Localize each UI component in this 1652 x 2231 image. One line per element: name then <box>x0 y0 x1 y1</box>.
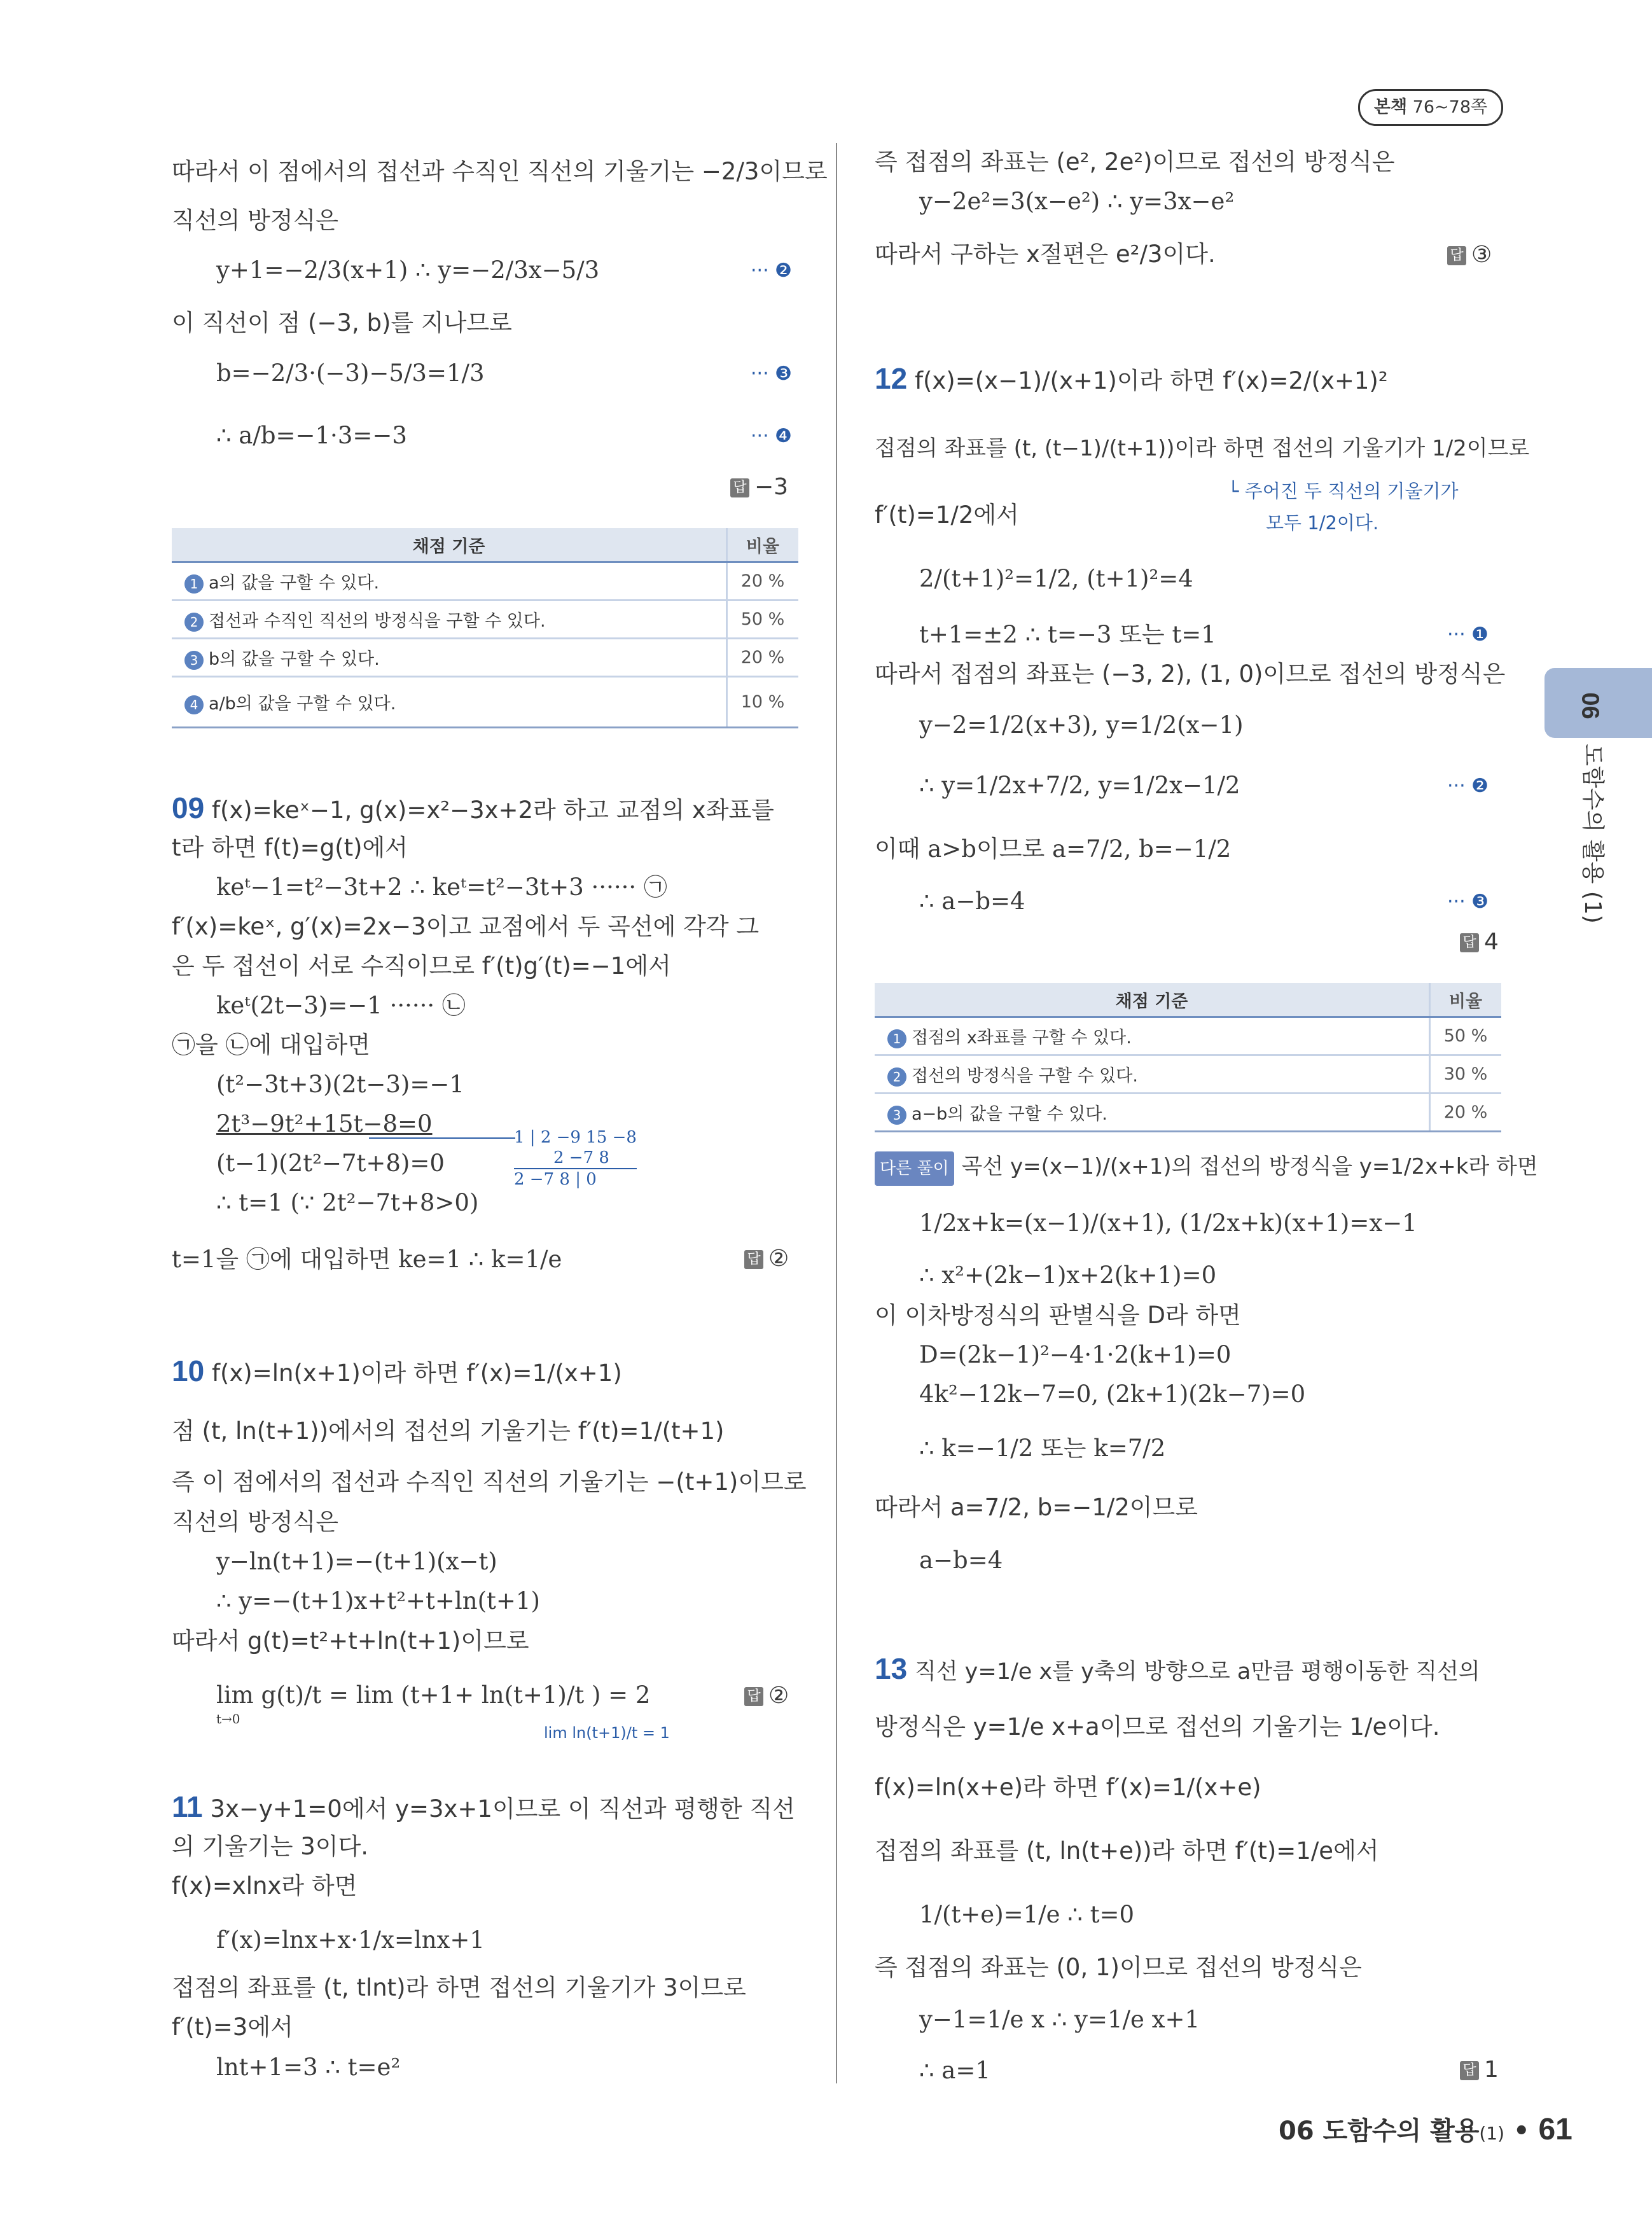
text-line: 즉 이 점에서의 접선과 수직인 직선의 기울기는 −(t+1)이므로 <box>172 1468 807 1496</box>
table-header: 비율 <box>1430 983 1502 1017</box>
equation-line: ∴ y=1/2x+7/2, y=1/2x−1/2 <box>919 772 1240 799</box>
table-row: 1 a의 값을 구할 수 있다. 20 % <box>172 562 798 601</box>
text-line: 점 (t, ln(t+1))에서의 접선의 기울기는 f′(t)=1/(t+1) <box>172 1417 725 1445</box>
equation-line: 1/(t+e)=1/e ∴ t=0 <box>919 1901 1135 1928</box>
equation-line: y−1=1/e x ∴ y=1/e x+1 <box>919 2006 1200 2033</box>
grading-table <box>875 983 1501 1132</box>
equation-line: ∴ a−b=4 <box>919 887 1025 915</box>
equation-line: ∴ y=−(t+1)x+t²+t+ln(t+1) <box>216 1587 540 1615</box>
table-header: 채점 기준 <box>172 528 727 562</box>
text-line: f′(x)=keˣ, g′(x)=2x−3이고 교점에서 두 곡선에 각각 그 <box>172 913 760 940</box>
answer-mark: 답 4 <box>1460 929 1499 955</box>
equation-line: 2/(t+1)²=1/2, (t+1)²=4 <box>919 565 1193 592</box>
problem-12: 12 f(x)=(x−1)/(x+1)이라 하면 f′(x)=2/(x+1)² <box>875 362 1388 395</box>
text-line: 직선의 방정식은 <box>172 1508 338 1536</box>
synthetic-division: 1 | 2 −9 15 −8 2 −7 8 2 −7 8 | 0 <box>514 1128 637 1189</box>
equation-line: y−ln(t+1)=−(t+1)(x−t) <box>216 1548 497 1575</box>
table-row: 3 a−b의 값을 구할 수 있다. 20 % <box>875 1094 1501 1132</box>
equation-line: keᵗ(2t−3)=−1 ······ ㉡ <box>216 992 466 1019</box>
equation-line: lim g(t)/t = lim (t+1+ ln(t+1)/t ) = 2 <box>216 1681 651 1709</box>
chapter-tab <box>1544 668 1652 738</box>
text-line: f(x)=xlnx라 하면 <box>172 1872 357 1900</box>
synthetic-division-connector <box>369 1137 515 1139</box>
text-line: 접점의 좌표를 (t, ln(t+e))라 하면 f′(t)=1/e에서 <box>875 1837 1379 1865</box>
equation-line: y−2=1/2(x+3), y=1/2(x−1) <box>919 711 1244 739</box>
grading-table <box>172 528 798 728</box>
alternative-solution: 다른 풀이 곡선 y=(x−1)/(x+1)의 접선의 방정식을 y=1/2x+k라 하면 <box>875 1150 1538 1186</box>
step-marker: ··· ❸ <box>1447 891 1489 913</box>
text-line: 따라서 접점의 좌표는 (−3, 2), (1, 0)이므로 접선의 방정식은 <box>875 660 1506 688</box>
text-line: 의 기울기는 3이다. <box>172 1833 369 1860</box>
text-line: 즉 접점의 좌표는 (0, 1)이므로 접선의 방정식은 <box>875 1954 1362 1981</box>
answer-mark: 답 −3 <box>730 474 788 500</box>
side-note: └ 주어진 두 직선의 기울기가 <box>1228 480 1459 502</box>
equation-line: b=−2/3·(−3)−5/3=1/3 <box>216 359 485 387</box>
equation-line: ∴ a/b=−1·3=−3 <box>216 422 407 449</box>
text-line: ㉠을 ㉡에 대입하면 <box>172 1031 370 1059</box>
equation-line: 4k²−12k−7=0, (2k+1)(2k−7)=0 <box>919 1380 1306 1408</box>
equation-line: D=(2k−1)²−4·1·2(k+1)=0 <box>919 1341 1232 1368</box>
equation-line: a−b=4 <box>919 1546 1003 1574</box>
equation-line: 2t³−9t²+15t−8=0 <box>216 1110 433 1137</box>
equation-line: t=1을 ㉠에 대입하면 ke=1 ∴ k=1/e <box>172 1246 562 1273</box>
page-range-badge: 본책 76~78쪽 <box>1358 89 1503 126</box>
problem-09: 09 f(x)=keˣ−1, g(x)=x²−3x+2라 하고 교점의 x좌표를 <box>172 791 774 824</box>
text-line: 따라서 a=7/2, b=−1/2이므로 <box>875 1494 1198 1521</box>
chapter-side-title: 도함수의 활용 (1) <box>1579 744 1606 924</box>
text-line: f′(t)=1/2에서 <box>875 501 1019 529</box>
equation-line: (t²−3t+3)(2t−3)=−1 <box>216 1071 464 1098</box>
equation-line: ∴ t=1 (∵ 2t²−7t+8>0) <box>216 1189 479 1216</box>
text-line: 즉 접점의 좌표는 (e², 2e²)이므로 접선의 방정식은 <box>875 148 1395 176</box>
problem-13: 13 직선 y=1/e x를 y축의 방향으로 a만큼 평행이동한 직선의 <box>875 1652 1480 1685</box>
equation-line: ∴ a=1 <box>919 2057 990 2084</box>
answer-mark: 답 1 <box>1460 2057 1499 2083</box>
column-divider <box>836 143 837 2083</box>
problem-10: 10 f(x)=ln(x+1)이라 하면 f′(x)=1/(x+1) <box>172 1354 622 1387</box>
table-row: 3 b의 값을 구할 수 있다. 20 % <box>172 639 798 677</box>
step-marker: ··· ❷ <box>751 260 793 282</box>
equation-line: 1/2x+k=(x−1)/(x+1), (1/2x+k)(x+1)=x−1 <box>919 1209 1417 1237</box>
table-header: 채점 기준 <box>875 983 1430 1017</box>
chapter-tab-number: 06 <box>1576 692 1604 719</box>
equation-line: f′(x)=lnx+x·1/x=lnx+1 <box>216 1926 485 1954</box>
side-note: 모두 1/2이다. <box>1266 512 1379 534</box>
text-line: 이 직선이 점 (−3, b)를 지나므로 <box>172 309 512 337</box>
answer-mark: 답 ② <box>744 1683 789 1709</box>
step-marker: ··· ❸ <box>751 363 793 385</box>
text-line: 이 이차방정식의 판별식을 D라 하면 <box>875 1302 1241 1329</box>
text-line: 따라서 이 점에서의 접선과 수직인 직선의 기울기는 −2/3이므로 <box>172 158 828 185</box>
text-line: 접점의 좌표를 (t, (t−1)/(t+1))이라 하면 접선의 기울기가 1/2이므로 <box>875 436 1530 461</box>
equation-line: ∴ x²+(2k−1)x+2(k+1)=0 <box>919 1261 1217 1289</box>
text-line: 따라서 구하는 x절편은 e²/3이다. <box>875 240 1216 268</box>
step-marker: ··· ❹ <box>751 425 793 447</box>
text-line: 따라서 g(t)=t²+t+ln(t+1)이므로 <box>172 1627 529 1655</box>
answer-mark: 답 ② <box>744 1246 789 1272</box>
table-header: 비율 <box>727 528 799 562</box>
answer-mark: 답 ③ <box>1447 242 1492 268</box>
equation-line: y−2e²=3(x−e²) ∴ y=3x−e² <box>919 188 1235 215</box>
text-line: f′(t)=3에서 <box>172 2013 293 2041</box>
text-line: 직선의 방정식은 <box>172 207 338 234</box>
text-line: 접점의 좌표를 (t, tlnt)라 하면 접선의 기울기가 3이므로 <box>172 1974 746 2001</box>
table-row: 2 접선과 수직인 직선의 방정식을 구할 수 있다. 50 % <box>172 601 798 639</box>
step-marker: ··· ❷ <box>1447 775 1489 797</box>
text-line: t라 하면 f(t)=g(t)에서 <box>172 834 408 861</box>
equation-line: 이때 a>b이므로 a=7/2, b=−1/2 <box>875 835 1232 863</box>
text-line: f(x)=ln(x+e)라 하면 f′(x)=1/(x+e) <box>875 1774 1261 1801</box>
equation-line: keᵗ−1=t²−3t+2 ∴ keᵗ=t²−3t+3 ······ ㉠ <box>216 873 667 901</box>
equation-line: (t−1)(2t²−7t+8)=0 <box>216 1150 445 1177</box>
step-marker: ··· ❶ <box>1447 623 1489 646</box>
limit-subscript: t→0 <box>216 1711 240 1727</box>
table-row: 4 a/b의 값을 구할 수 있다. 10 % <box>172 677 798 728</box>
page-number: 61 <box>1538 2113 1572 2146</box>
limit-note: lim ln(t+1)/t = 1 <box>544 1724 670 1742</box>
equation-line: y+1=−2/3(x+1) ∴ y=−2/3x−5/3 <box>216 256 600 284</box>
problem-11: 11 3x−y+1=0에서 y=3x+1이므로 이 직선과 평행한 직선 <box>172 1790 795 1823</box>
equation-line: t+1=±2 ∴ t=−3 또는 t=1 <box>919 621 1216 648</box>
text-line: 은 두 접선이 서로 수직이므로 f′(t)g′(t)=−1에서 <box>172 952 671 980</box>
equation-line: ∴ k=−1/2 또는 k=7/2 <box>919 1435 1166 1462</box>
equation-line: lnt+1=3 ∴ t=e² <box>216 2054 401 2081</box>
table-row: 1 접점의 x좌표를 구할 수 있다. 50 % <box>875 1017 1501 1055</box>
table-row: 2 접선의 방정식을 구할 수 있다. 30 % <box>875 1055 1501 1094</box>
text-line: 방정식은 y=1/e x+a이므로 접선의 기울기는 1/e이다. <box>875 1713 1440 1741</box>
page-footer: 06 도함수의 활용(1) • 61 <box>1279 2113 1572 2146</box>
